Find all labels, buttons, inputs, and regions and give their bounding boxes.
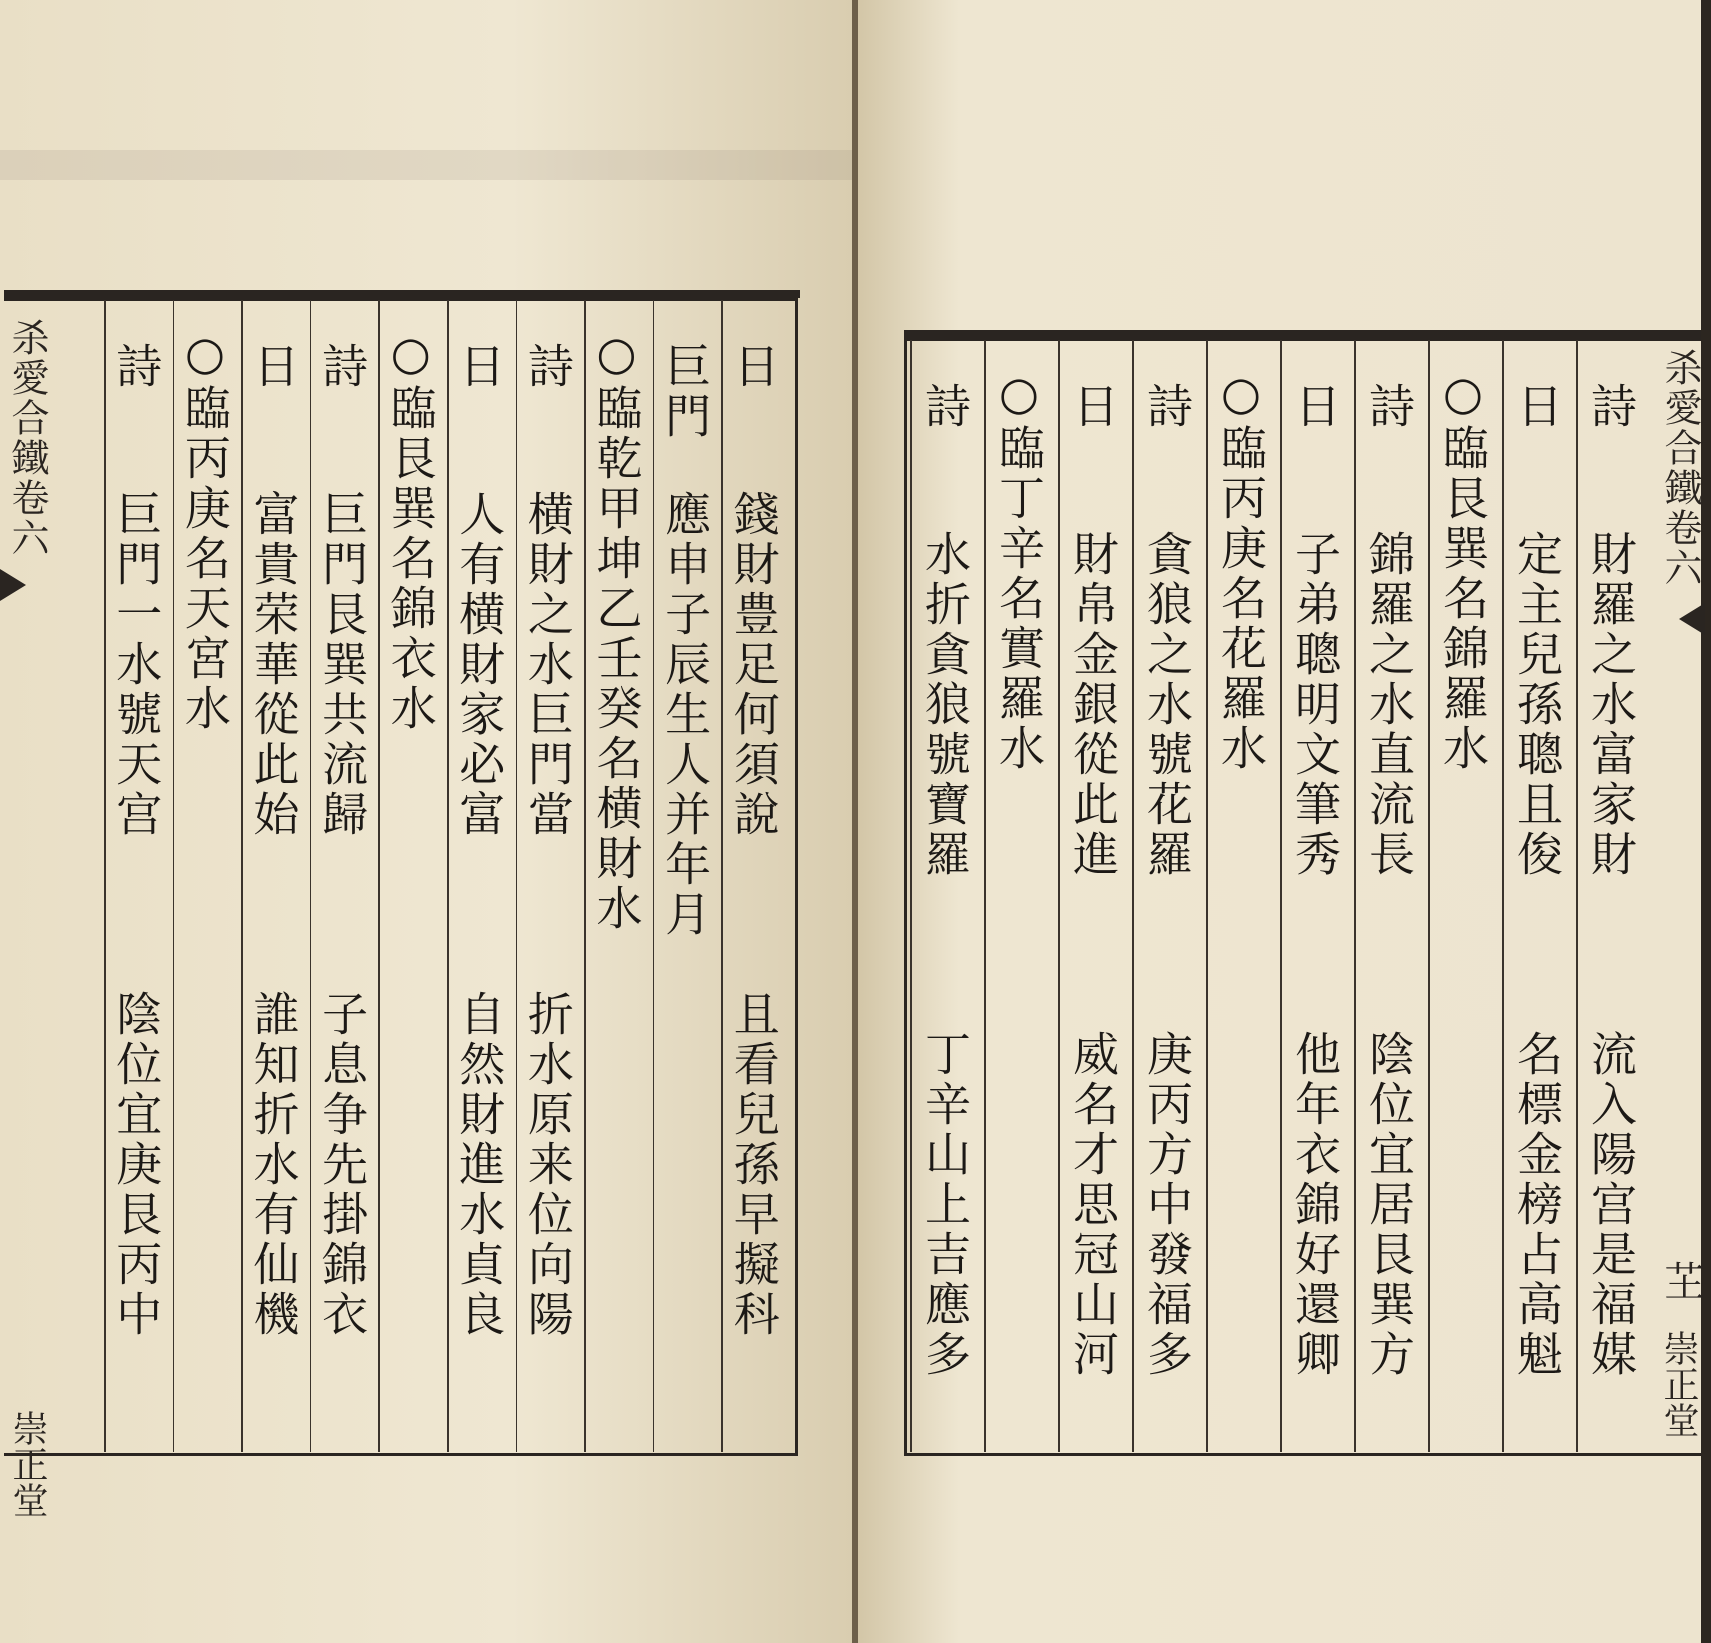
verse-line-upper: 貪狼之水號花羅 <box>1140 530 1194 880</box>
marker-char: 詩 <box>1584 382 1638 432</box>
right-frame-top <box>904 330 1701 338</box>
column-rule <box>310 300 312 1452</box>
verse-line-upper: 横財之水巨門當 <box>520 490 575 840</box>
column-rule <box>104 300 106 1452</box>
verse-line-lower: 庚丙方中發福多 <box>1140 1030 1194 1380</box>
column-rule <box>1502 340 1504 1452</box>
column-rule <box>1280 340 1282 1452</box>
marker-char: 日 <box>452 342 507 392</box>
verse-line-upper: 財羅之水富家財 <box>1584 530 1638 880</box>
column-rule <box>1058 340 1060 1452</box>
marker-char: 日 <box>1066 382 1120 432</box>
left-frame-top <box>4 290 800 298</box>
heading-line: ○臨艮巽名錦衣水 <box>383 326 438 734</box>
marker-char: 詩 <box>1140 382 1194 432</box>
column-rule <box>1206 340 1208 1452</box>
heading-line: ○臨艮巽名錦羅水 <box>1436 366 1490 774</box>
column-rule <box>1576 340 1578 1452</box>
fish-tail-mark <box>0 569 26 601</box>
marker-char: 詩 <box>918 382 972 432</box>
marker-char: 詩 <box>520 342 575 392</box>
fish-tail-mark <box>1679 603 1705 635</box>
verse-line-lower: 丁辛山上吉應多 <box>918 1030 972 1380</box>
verse-line-upper: 富貴荣華從此始 <box>246 490 301 840</box>
right-folio: 芏 <box>1658 1260 1704 1300</box>
verse-line-lower: 流入陽宫是福媒 <box>1584 1030 1638 1380</box>
verse-line-lower: 陰位宜庚艮丙中 <box>109 990 164 1340</box>
column-rule <box>378 300 380 1452</box>
column-rule <box>241 300 243 1452</box>
marker-char: 日 <box>1288 382 1342 432</box>
column-rule <box>447 300 449 1452</box>
verse-line-lower: 威名才思冠山河 <box>1066 1030 1120 1380</box>
marker-char: 詩 <box>109 342 164 392</box>
verse-line-upper: 水折貪狼號寶羅 <box>918 530 972 880</box>
verse-line-lower: 子息争先掛錦衣 <box>315 990 370 1340</box>
left-header-title: 杀愛合鐵卷六 <box>5 318 49 558</box>
marker-char: 日 <box>1510 382 1564 432</box>
column-rule <box>653 300 655 1452</box>
column-rule <box>721 300 723 1452</box>
verse-line-upper: 應申子辰生人并年月 <box>658 490 713 940</box>
heading-line: ○臨丙庚名花羅水 <box>1214 366 1268 774</box>
verse-line-upper: 巨門一水號天宫 <box>109 490 164 840</box>
verse-line-upper: 子弟聰明文筆秀 <box>1288 530 1342 880</box>
verse-line-upper: 巨門艮巽共流歸 <box>315 490 370 840</box>
verse-line-lower: 且看兒孫早擬科 <box>726 990 781 1340</box>
right-publisher: 崇正堂 <box>1658 1330 1699 1438</box>
column-rule <box>516 300 518 1452</box>
column-rule <box>1132 340 1134 1452</box>
verse-line-upper: 錦羅之水直流長 <box>1362 530 1416 880</box>
marker-char: 詩 <box>1362 382 1416 432</box>
column-rule <box>1354 340 1356 1452</box>
verse-line-upper: 錢財豊足何須說 <box>726 490 781 840</box>
column-rule <box>910 340 912 1452</box>
marker-char: 巨門 <box>658 342 713 442</box>
verse-line-upper: 財帛金銀從此進 <box>1066 530 1120 880</box>
verse-line-upper: 定主兒孫聰且俊 <box>1510 530 1564 880</box>
right-header-title: 杀愛合鐵卷六 <box>1658 348 1702 588</box>
verse-line-lower: 自然財進水貞良 <box>452 990 507 1340</box>
verse-line-lower: 名標金榜占高魁 <box>1510 1030 1564 1380</box>
verse-line-lower: 折水原来位向陽 <box>520 990 575 1340</box>
column-rule <box>984 340 986 1452</box>
marker-char: 日 <box>726 342 781 392</box>
left-publisher: 崇正堂 <box>7 1410 48 1518</box>
verse-line-upper: 人有横財家必富 <box>452 490 507 840</box>
heading-line: ○臨丁辛名實羅水 <box>992 366 1046 774</box>
marker-char: 日 <box>246 342 301 392</box>
column-rule <box>173 300 175 1452</box>
verse-line-lower: 誰知折水有仙機 <box>246 990 301 1340</box>
column-rule <box>1428 340 1430 1452</box>
verse-line-lower: 他年衣錦好還卿 <box>1288 1030 1342 1380</box>
marker-char: 詩 <box>315 342 370 392</box>
verse-line-lower: 陰位宜居艮巽方 <box>1362 1030 1416 1380</box>
column-rule <box>584 300 586 1452</box>
heading-line: ○臨丙庚名天宮水 <box>177 326 232 734</box>
heading-line: ○臨乾甲坤乙壬癸名横財水 <box>589 326 644 934</box>
